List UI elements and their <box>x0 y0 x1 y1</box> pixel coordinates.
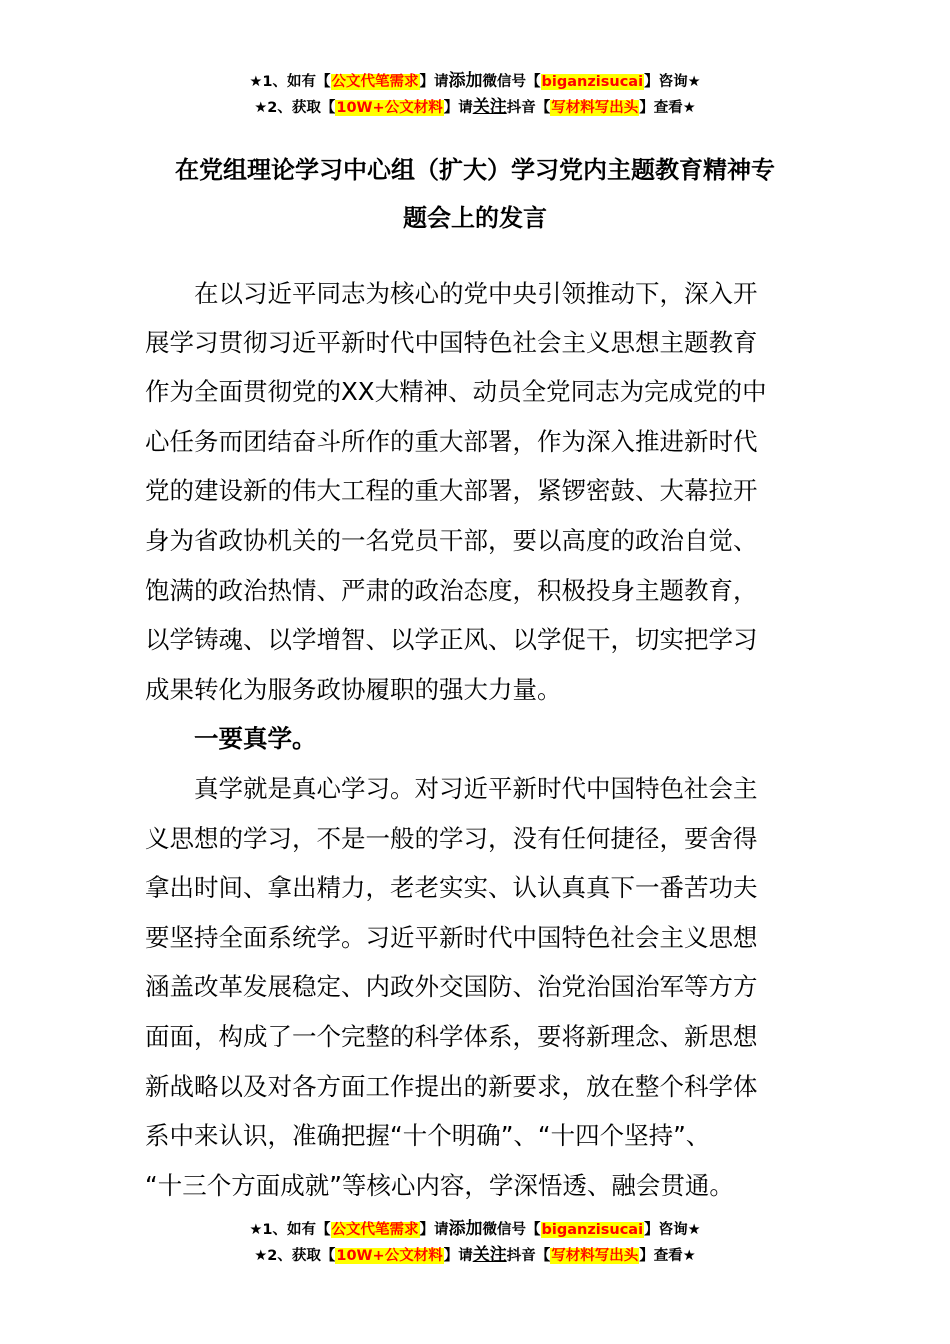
paragraph-line: 拿出时间、拿出精力，老老实实、认认真真下一番苦功夫 <box>145 873 758 902</box>
highlight-materials: 10W+公文材料 <box>336 100 443 116</box>
highlight-douyin: 写材料写出头 <box>551 100 639 116</box>
document-title-line-1: 在党组理论学习中心组（扩大）学习党内主题教育精神专 <box>175 156 775 184</box>
paragraph-line: 党的建设新的伟大工程的重大部署，紧锣密鼓、大幕拉开 <box>145 476 758 505</box>
paragraph-line: 以学铸魂、以学增智、以学正风、以学促干，切实把学习 <box>145 625 758 654</box>
section-heading: 一要真学。 <box>194 724 317 753</box>
paragraph-line: 心任务而团结奋斗所作的重大部署，作为深入推进新时代 <box>145 427 758 456</box>
paragraph-line: “十三个方面成就”等核心内容，学深悟透、融会贯通。 <box>145 1171 734 1200</box>
paragraph-line: 涵盖改革发展稳定、内政外交国防、治党治国治军等方方 <box>145 972 758 1001</box>
highlight-wechat-id: biganzisucai <box>541 1222 644 1238</box>
highlight-service: 公文代笔需求 <box>331 74 419 90</box>
highlight-materials: 10W+公文材料 <box>336 1248 443 1264</box>
bottom-banner <box>0 1216 950 1268</box>
paragraph-line: 在以习近平同志为核心的党中央引领推动下，深入开 <box>194 279 758 308</box>
top-banner <box>0 68 950 120</box>
paragraph-line: 义思想的学习，不是一般的学习，没有任何捷径，要舍得 <box>145 824 758 853</box>
paragraph-line: 面面，构成了一个完整的科学体系，要将新理念、新思想 <box>145 1022 758 1051</box>
highlight-wechat-id: biganzisucai <box>541 74 644 90</box>
paragraph-line: 展学习贯彻习近平新时代中国特色社会主义思想主题教育 <box>145 328 758 357</box>
document-title-line-2: 题会上的发言 <box>403 204 547 232</box>
highlight-douyin: 写材料写出头 <box>551 1248 639 1264</box>
paragraph-line: 要坚持全面系统学。习近平新时代中国特色社会主义思想 <box>145 923 758 952</box>
banner-line-2: ★2、获取【10W+公文材料】请关注抖音【写材料写出头】查看★ <box>254 1245 696 1265</box>
paragraph-line: 身为省政协机关的一名党员干部，要以高度的政治自觉、 <box>145 526 758 555</box>
paragraph-line: 真学就是真心学习。对习近平新时代中国特色社会主 <box>194 774 758 803</box>
paragraph-line: 饱满的政治热情、严肃的政治态度，积极投身主题教育， <box>145 576 758 605</box>
paragraph-line: 作为全面贯彻党的XX大精神、动员全党同志为完成党的中 <box>145 377 767 406</box>
banner-line-2: ★2、获取【10W+公文材料】请关注抖音【写材料写出头】查看★ <box>254 97 696 117</box>
paragraph-line: 新战略以及对各方面工作提出的新要求，放在整个科学体 <box>145 1072 758 1101</box>
paragraph-line: 成果转化为服务政协履职的强大力量。 <box>145 675 562 704</box>
banner-line-1: ★1、如有【公文代笔需求】请添加微信号【biganzisucai】咨询★ <box>249 71 701 91</box>
paragraph-line: 系中来认识，准确把握“十个明确”、“十四个坚持”、 <box>145 1121 711 1150</box>
highlight-service: 公文代笔需求 <box>331 1222 419 1238</box>
banner-line-1: ★1、如有【公文代笔需求】请添加微信号【biganzisucai】咨询★ <box>249 1219 701 1239</box>
